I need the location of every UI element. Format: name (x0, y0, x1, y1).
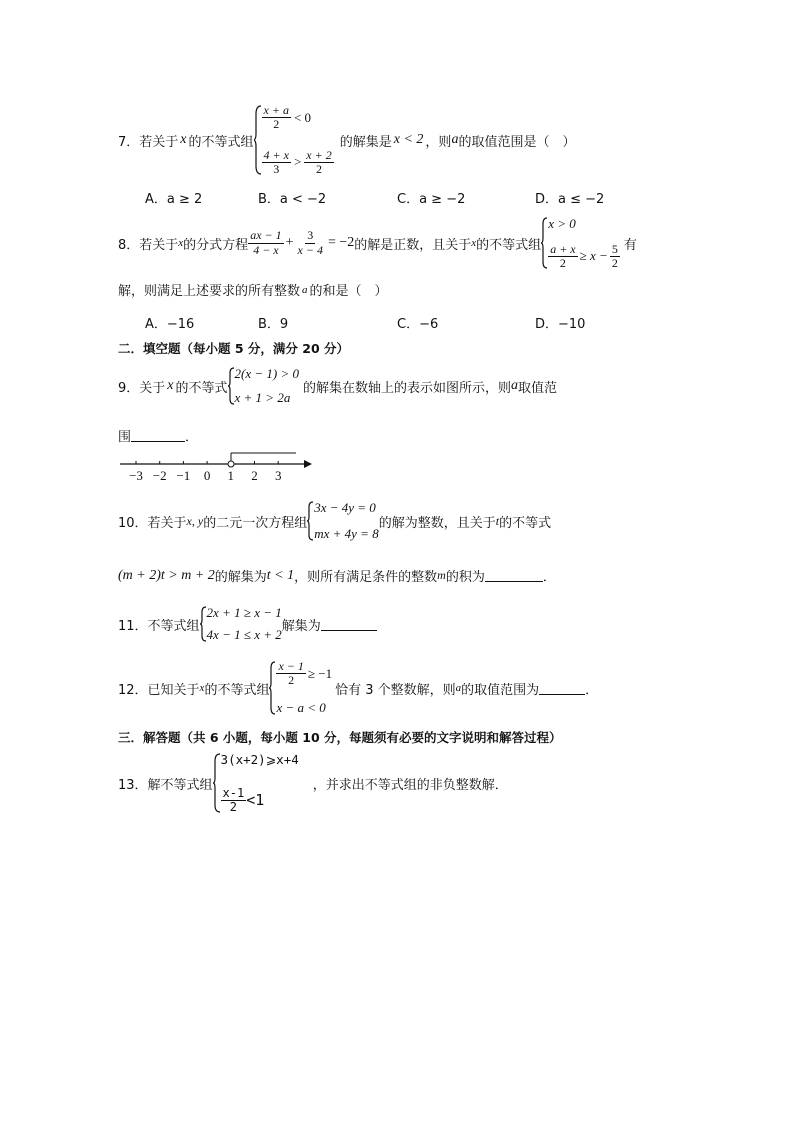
q10-var-m: m (437, 568, 446, 582)
q13-sys-rel: <1 (246, 791, 265, 810)
q8-prefix: 8．若关于 (118, 237, 179, 253)
q12-sys-den: 2 (288, 673, 295, 688)
section-2-heading: 二．填空题（每小题 5 分，满分 20 分） (118, 341, 350, 356)
left-brace-icon (228, 366, 235, 406)
q8-sys-line1: x > 0 (548, 216, 576, 231)
q11-sys-line1: 2x + 1 ≥ x − 1 (206, 605, 282, 620)
q7-l2-num: 4 + x (263, 147, 289, 162)
q8-tail1: 的解是正数，且关于 (354, 237, 472, 253)
q10-line2-tail2: 的积为 (445, 570, 485, 585)
q12-sys-line2: x − a < 0 (276, 700, 326, 715)
q8-frac2 (296, 229, 325, 256)
q7-option-b: B．a < −2 (258, 192, 327, 207)
q12-sys-frac (276, 660, 305, 687)
axis-tick-label: 0 (203, 468, 211, 483)
q7-l2-frac (262, 149, 291, 176)
q10-answer-blank[interactable] (485, 569, 543, 582)
q7-tail2: ，则 (425, 134, 452, 150)
q8-line2 (118, 280, 388, 299)
q13-sys-den: 2 (229, 799, 237, 814)
q8-eq: = −2 (327, 235, 355, 250)
question-11 (118, 605, 377, 643)
q8-option-c: C．−6 (397, 317, 439, 332)
q7-l1-den: 2 (273, 117, 280, 132)
q10-line2 (118, 566, 556, 585)
q8-option-a: A．−16 (145, 317, 195, 332)
q7-l2-rden: 2 (316, 161, 323, 176)
axis-tick-label: −3 (129, 468, 143, 483)
q9-tail1: 的解集在数轴上的表示如图所示，则 (303, 380, 512, 396)
q10-line2-mid: 的解集为 (214, 570, 267, 585)
q10-tail2: 的不等式 (499, 515, 552, 531)
q8-line2a: 解，则满足上述要求的所有整数 (118, 284, 301, 299)
q12-mid: 的不等式组 (204, 682, 270, 698)
axis-tick-label: −2 (152, 468, 167, 483)
q8-f1-den: 4 − x (253, 242, 279, 257)
q8-sys-line2 (548, 243, 620, 270)
q8-var-x2: x (471, 237, 477, 249)
q11-prefix: 11．不等式组 (118, 618, 200, 634)
q10-var-t: t (495, 513, 500, 528)
q10-cond: t < 1 (266, 567, 295, 583)
q12-sys-num: x − 1 (278, 659, 304, 673)
axis-tick-label: 1 (227, 468, 235, 483)
q10-mid: 的二元一次方程组 (203, 515, 308, 531)
open-circle-icon (228, 461, 234, 467)
q13-system (221, 752, 299, 814)
q9-answer-blank[interactable] (131, 429, 185, 442)
q8-tail2: 的不等式组 (476, 237, 542, 253)
q12-end: ． (585, 682, 599, 698)
q13-sys-line1: 3(x+2)⩾x+4 (220, 752, 299, 767)
q8-sys-fnum: 5 (611, 241, 618, 256)
q8-frac1 (248, 229, 283, 256)
q13-sys-num: x-1 (222, 785, 245, 800)
q10-line2-tail1: ，则所有满足条件的整数 (294, 570, 438, 585)
q8-f1-num: ax − 1 (250, 228, 282, 243)
q12-tail1: 恰有 3 个整数解，则 (335, 682, 456, 698)
q7-var-x: x (180, 132, 187, 147)
question-13 (118, 752, 508, 814)
q13-sys-frac (221, 787, 247, 814)
q9-line2 (118, 426, 198, 445)
axis-tick-label: −1 (176, 468, 191, 483)
q11-system (207, 605, 282, 643)
q13-brace (213, 752, 221, 814)
q9-line2-text: 围 (118, 430, 132, 445)
q8-sys-frac (548, 243, 577, 270)
q12-sys-line1 (276, 660, 332, 687)
q10-sys-line1: 3x − 4y = 0 (314, 500, 376, 515)
q7-l2-den: 3 (273, 161, 280, 176)
q8-mid: 的分式方程 (183, 237, 249, 253)
question-12 (118, 660, 598, 716)
q9-brace (228, 366, 235, 406)
number-line-svg (118, 448, 313, 488)
question-8 (118, 216, 637, 270)
q9-system (235, 366, 299, 406)
q9-var-a: a (511, 378, 519, 393)
axis-tick-label: 3 (274, 468, 282, 483)
q11-sys-line2: 4x − 1 ≤ x + 2 (206, 627, 282, 642)
axis-arrow-icon (304, 460, 312, 468)
question-7 (118, 104, 575, 176)
q8-var-x: x (178, 237, 184, 249)
q8-sys-fden: 2 (611, 255, 618, 270)
q10-system (314, 500, 378, 542)
q8-system (548, 216, 620, 270)
q7-line2 (262, 149, 334, 176)
q12-system (276, 660, 332, 716)
q7-system (262, 104, 334, 176)
q10-sys-line2: mx + 4y = 8 (314, 526, 379, 541)
left-brace-icon (254, 104, 262, 176)
q7-l2-rfrac (304, 149, 333, 176)
q8-sys-den: 2 (559, 255, 566, 270)
q7-brace (254, 104, 262, 176)
section-3-heading: 三．解答题（共 6 小题，每小题 10 分，每题须有必要的文字说明和解答过程） (118, 730, 562, 745)
q8-f2-den: x − 4 (297, 242, 323, 257)
question-9 (118, 366, 557, 406)
q8-var-a: a (302, 283, 308, 296)
q7-l1-frac (262, 104, 291, 131)
q8-tail3: 有 (623, 237, 637, 253)
q9-tail2: 取值范 (518, 380, 558, 396)
q7-line1 (262, 104, 334, 131)
q10-vars: x, y (186, 513, 204, 528)
q10-tail1: 的解为整数，且关于 (378, 515, 496, 531)
q10-line2-end: ． (542, 570, 556, 585)
q9-mid: 的不等式 (175, 380, 228, 396)
q7-l2-rel: > (293, 154, 302, 170)
q7-mid: 的不等式组 (188, 134, 254, 150)
q8-sys-frac2 (610, 243, 620, 270)
q12-var-x: x (199, 682, 205, 694)
q8-option-b: B．9 (258, 317, 289, 332)
q8-f2-num: 3 (307, 228, 314, 243)
q12-tail2: 的取值范围为 (461, 682, 540, 698)
q9-sys-line1: 2(x − 1) > 0 (234, 366, 299, 381)
q11-tail: 解集为 (281, 618, 321, 634)
q7-tail1: 的解集是 (339, 134, 392, 150)
q7-tail3: 的取值范围是（ ） (458, 134, 576, 150)
q7-option-a: A．a ≥ 2 (145, 192, 203, 207)
q8-sys-num: a + x (550, 241, 576, 256)
left-brace-icon (200, 605, 207, 643)
q13-prefix: 13．解不等式组 (118, 777, 213, 793)
q8-option-d: D．−10 (535, 317, 586, 332)
q7-l1-rel: < 0 (293, 109, 312, 125)
q7-option-c: C．a ≥ −2 (397, 192, 466, 207)
q12-prefix: 12．已知关于 (118, 682, 200, 698)
q10-ineq: (m + 2)t > m + 2 (118, 567, 215, 583)
q10-prefix: 10．若关于 (118, 515, 187, 531)
q8-sys-mid: ≥ x − (579, 248, 608, 264)
left-brace-icon (213, 752, 221, 814)
q7-l2-rnum: x + 2 (306, 147, 332, 162)
q13-tail: ，并求出不等式组的非负整数解． (312, 777, 508, 793)
q9-sys-line2: x + 1 > 2a (234, 390, 291, 405)
q9-prefix: 9．关于 (118, 380, 166, 396)
question-10 (118, 500, 551, 542)
q8-line2b: 的和是（ ） (309, 284, 388, 299)
q9-var-x: x (167, 378, 174, 393)
q12-answer-blank[interactable] (539, 682, 585, 695)
q7-option-d: D．a ≤ −2 (535, 192, 605, 207)
q8-plus: + (285, 235, 294, 250)
q9-line2-end: ． (185, 430, 199, 445)
q9-number-line (118, 448, 313, 488)
q13-sys-line2 (221, 787, 299, 814)
q11-brace (200, 605, 207, 643)
q7-cond: x < 2 (393, 132, 424, 147)
axis-tick-label: 2 (251, 468, 258, 483)
q12-sys-rel: ≥ −1 (307, 665, 333, 681)
q12-var-a: a (455, 682, 462, 694)
q7-l1-num: x + a (263, 103, 289, 117)
q11-answer-blank[interactable] (321, 618, 377, 631)
q7-var-a: a (451, 132, 459, 147)
q7-prefix: 7．若关于 (118, 134, 179, 150)
